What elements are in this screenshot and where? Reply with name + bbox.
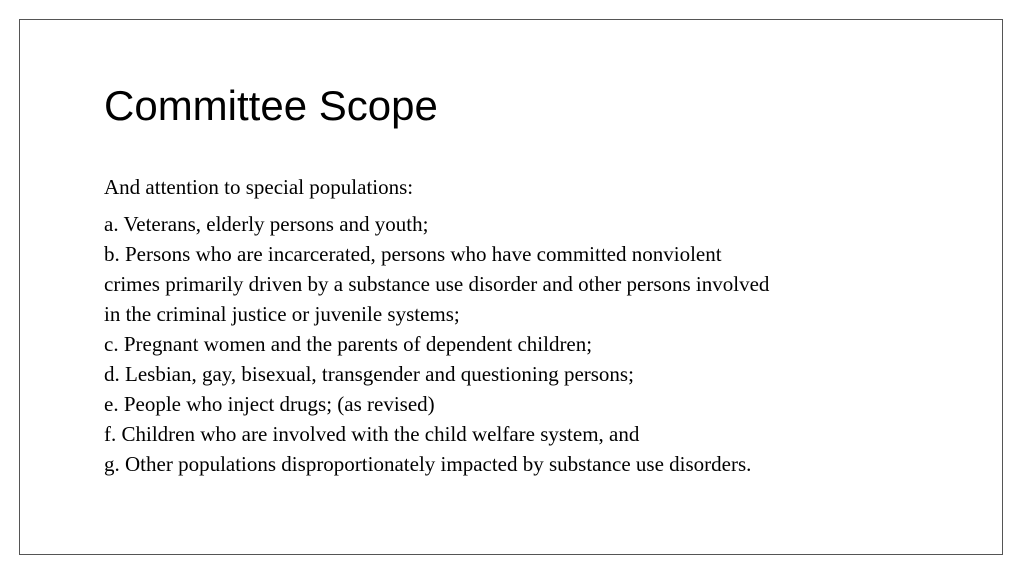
list-item: g. Other populations disproportionately impacted by substance use disorders. xyxy=(104,452,752,476)
list-item: c. Pregnant women and the parents of dependent children; xyxy=(104,332,593,356)
list-item: crimes primarily driven by a substance use disorder and other persons involved xyxy=(104,272,770,296)
slide xyxy=(19,19,1003,555)
list-item: d. Lesbian, gay, bisexual, transgender and questioning persons; xyxy=(104,362,634,386)
list-item: f. Children who are involved with the child welfare system, and xyxy=(104,422,640,446)
slide-title: Committee Scope xyxy=(104,82,438,129)
list-item: e. People who inject drugs; (as revised) xyxy=(104,392,435,416)
intro-text: And attention to special populations: xyxy=(104,175,414,199)
population-list xyxy=(104,209,769,479)
list-item: a. Veterans, elderly persons and youth; xyxy=(104,212,429,236)
list-item: b. Persons who are incarcerated, persons who have committed nonviolent xyxy=(104,242,722,266)
list-item: in the criminal justice or juvenile systems; xyxy=(104,302,460,326)
